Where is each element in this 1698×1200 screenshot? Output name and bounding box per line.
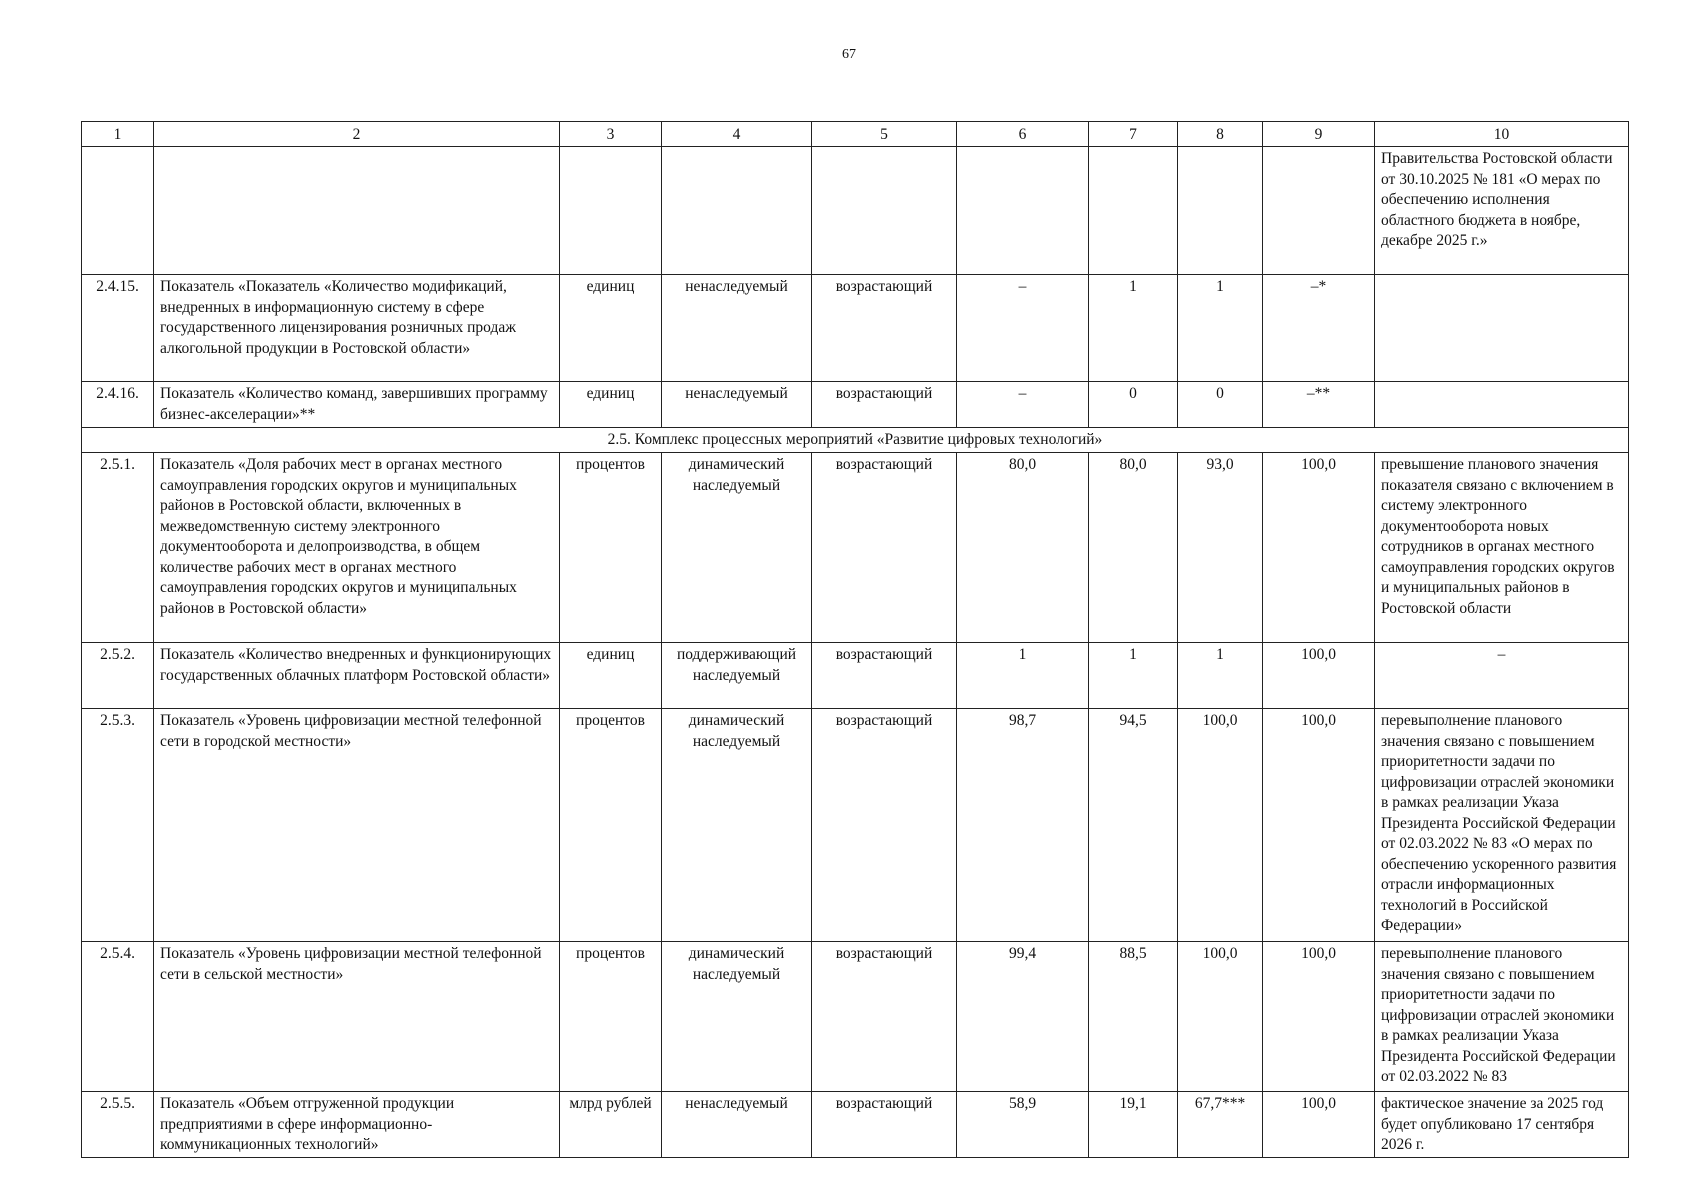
actual-value-cell: 1 <box>1178 643 1263 709</box>
section-row <box>82 428 1629 453</box>
page-number: 67 <box>842 47 856 62</box>
plan-value-cell: 1 <box>1089 275 1178 382</box>
achievement-percent-cell: 100,0 <box>1263 1092 1375 1158</box>
unit-cell: процентов <box>560 453 662 643</box>
table-row <box>82 643 1629 709</box>
table-row <box>82 1092 1629 1158</box>
unit-cell: единиц <box>560 275 662 382</box>
indicator-name-cell: Показатель «Уровень цифровизации местной телефонной сети в городской местности» <box>154 709 560 942</box>
value-previous-year-cell: 80,0 <box>957 453 1089 643</box>
actual-value-cell: 0 <box>1178 382 1263 428</box>
unit-cell: единиц <box>560 382 662 428</box>
indicator-type-cell <box>662 147 812 275</box>
column-header: 6 <box>957 122 1089 147</box>
indicator-name-cell <box>154 147 560 275</box>
row-number-cell: 2.5.5. <box>82 1092 154 1158</box>
plan-value-cell: 19,1 <box>1089 1092 1178 1158</box>
row-number-cell: 2.4.15. <box>82 275 154 382</box>
indicator-name-cell: Показатель «Объем отгруженной продукции предприятиями в сфере информационно-коммуникационных технологий» <box>154 1092 560 1158</box>
comment-cell: Правительства Ростовской области от 30.10.2025 № 181 «О мерах по обеспечению исполнения областного бюджета в ноябре, декабре 2025 г.» <box>1375 147 1629 275</box>
indicator-name-cell: Показатель «Показатель «Количество модификаций, внедренных в информационную систему в сфере государственного лицензирования розничных продаж алкогольной продукции в Ростовской области» <box>154 275 560 382</box>
unit-cell: единиц <box>560 643 662 709</box>
indicator-type-cell: ненаследуемый <box>662 275 812 382</box>
achievement-percent-cell: –** <box>1263 382 1375 428</box>
indicator-name-cell: Показатель «Доля рабочих мест в органах местного самоуправления городских округов и муниципальных районов в Ростовской области, включенных в межведомственную систему электронного документооборота и делопроизводства, в общем количестве рабочих мест в органах местного самоуправления городских округов и муниципальных районов в Ростовской области» <box>154 453 560 643</box>
column-header: 10 <box>1375 122 1629 147</box>
plan-value-cell: 0 <box>1089 382 1178 428</box>
section-title: 2.5. Комплекс процессных мероприятий «Развитие цифровых технологий» <box>82 428 1629 453</box>
value-previous-year-cell: 99,4 <box>957 942 1089 1092</box>
comment-cell <box>1375 382 1629 428</box>
value-previous-year-cell <box>957 147 1089 275</box>
indicator-type-cell: динамический наследуемый <box>662 942 812 1092</box>
comment-cell: фактическое значение за 2025 год будет опубликовано 17 сентября 2026 г. <box>1375 1092 1629 1158</box>
row-number-cell: 2.5.2. <box>82 643 154 709</box>
unit-cell: млрд рублей <box>560 1092 662 1158</box>
actual-value-cell <box>1178 147 1263 275</box>
table-row <box>82 709 1629 942</box>
comment-cell: перевыполнение планового значения связано с повышением приоритетности задачи по цифровизации отраслей экономики в рамках реализации Указа Президента Российской Федерации от 02.03.2022 № 83 «О мерах по обеспечению ускоренного развития отрасли информационных технологий в Российской Федерации» <box>1375 709 1629 942</box>
column-header: 9 <box>1263 122 1375 147</box>
value-previous-year-cell: 98,7 <box>957 709 1089 942</box>
achievement-percent-cell: –* <box>1263 275 1375 382</box>
indicator-name-cell: Показатель «Количество команд, завершивших программу бизнес-акселерации»** <box>154 382 560 428</box>
row-number-cell: 2.4.16. <box>82 382 154 428</box>
comment-cell <box>1375 275 1629 382</box>
table-row <box>82 275 1629 382</box>
indicator-type-cell: поддерживающий наследуемый <box>662 643 812 709</box>
actual-value-cell: 93,0 <box>1178 453 1263 643</box>
plan-value-cell: 1 <box>1089 643 1178 709</box>
column-header: 5 <box>812 122 957 147</box>
trend-direction-cell: возрастающий <box>812 709 957 942</box>
achievement-percent-cell: 100,0 <box>1263 942 1375 1092</box>
achievement-percent-cell: 100,0 <box>1263 709 1375 942</box>
value-previous-year-cell: – <box>957 382 1089 428</box>
column-header: 7 <box>1089 122 1178 147</box>
column-header: 2 <box>154 122 560 147</box>
plan-value-cell: 94,5 <box>1089 709 1178 942</box>
trend-direction-cell: возрастающий <box>812 1092 957 1158</box>
indicator-name-cell: Показатель «Уровень цифровизации местной телефонной сети в сельской местности» <box>154 942 560 1092</box>
trend-direction-cell: возрастающий <box>812 643 957 709</box>
column-header: 1 <box>82 122 154 147</box>
row-number-cell: 2.5.4. <box>82 942 154 1092</box>
indicator-type-cell: ненаследуемый <box>662 1092 812 1158</box>
column-header: 3 <box>560 122 662 147</box>
column-header: 4 <box>662 122 812 147</box>
trend-direction-cell <box>812 147 957 275</box>
row-number-cell: 2.5.1. <box>82 453 154 643</box>
row-number-cell <box>82 147 154 275</box>
achievement-percent-cell <box>1263 147 1375 275</box>
unit-cell: процентов <box>560 942 662 1092</box>
table-row <box>82 382 1629 428</box>
comment-cell: превышение планового значения показателя связано с включением в систему электронного документооборота новых сотрудников в органах местного самоуправления городских округов и муниципальных районов в Ростовской области <box>1375 453 1629 643</box>
plan-value-cell: 88,5 <box>1089 942 1178 1092</box>
value-previous-year-cell: 58,9 <box>957 1092 1089 1158</box>
unit-cell <box>560 147 662 275</box>
indicators-table <box>81 121 1629 1158</box>
plan-value-cell <box>1089 147 1178 275</box>
indicator-name-cell: Показатель «Количество внедренных и функционирующих государственных облачных платформ Ростовской области» <box>154 643 560 709</box>
table-row <box>82 147 1629 275</box>
achievement-percent-cell: 100,0 <box>1263 643 1375 709</box>
value-previous-year-cell: – <box>957 275 1089 382</box>
column-number-row <box>82 122 1629 147</box>
plan-value-cell: 80,0 <box>1089 453 1178 643</box>
trend-direction-cell: возрастающий <box>812 382 957 428</box>
unit-cell: процентов <box>560 709 662 942</box>
row-number-cell: 2.5.3. <box>82 709 154 942</box>
actual-value-cell: 100,0 <box>1178 709 1263 942</box>
comment-cell: перевыполнение планового значения связано с повышением приоритетности задачи по цифровизации отраслей экономики в рамках реализации Указа Президента Российской Федерации от 02.03.2022 № 83 <box>1375 942 1629 1092</box>
table-row <box>82 942 1629 1092</box>
actual-value-cell: 100,0 <box>1178 942 1263 1092</box>
indicator-type-cell: динамический наследуемый <box>662 709 812 942</box>
trend-direction-cell: возрастающий <box>812 453 957 643</box>
column-header: 8 <box>1178 122 1263 147</box>
trend-direction-cell: возрастающий <box>812 275 957 382</box>
actual-value-cell: 1 <box>1178 275 1263 382</box>
indicator-type-cell: динамический наследуемый <box>662 453 812 643</box>
indicator-type-cell: ненаследуемый <box>662 382 812 428</box>
value-previous-year-cell: 1 <box>957 643 1089 709</box>
comment-cell: – <box>1375 643 1629 709</box>
table-row <box>82 453 1629 643</box>
actual-value-cell: 67,7*** <box>1178 1092 1263 1158</box>
achievement-percent-cell: 100,0 <box>1263 453 1375 643</box>
trend-direction-cell: возрастающий <box>812 942 957 1092</box>
